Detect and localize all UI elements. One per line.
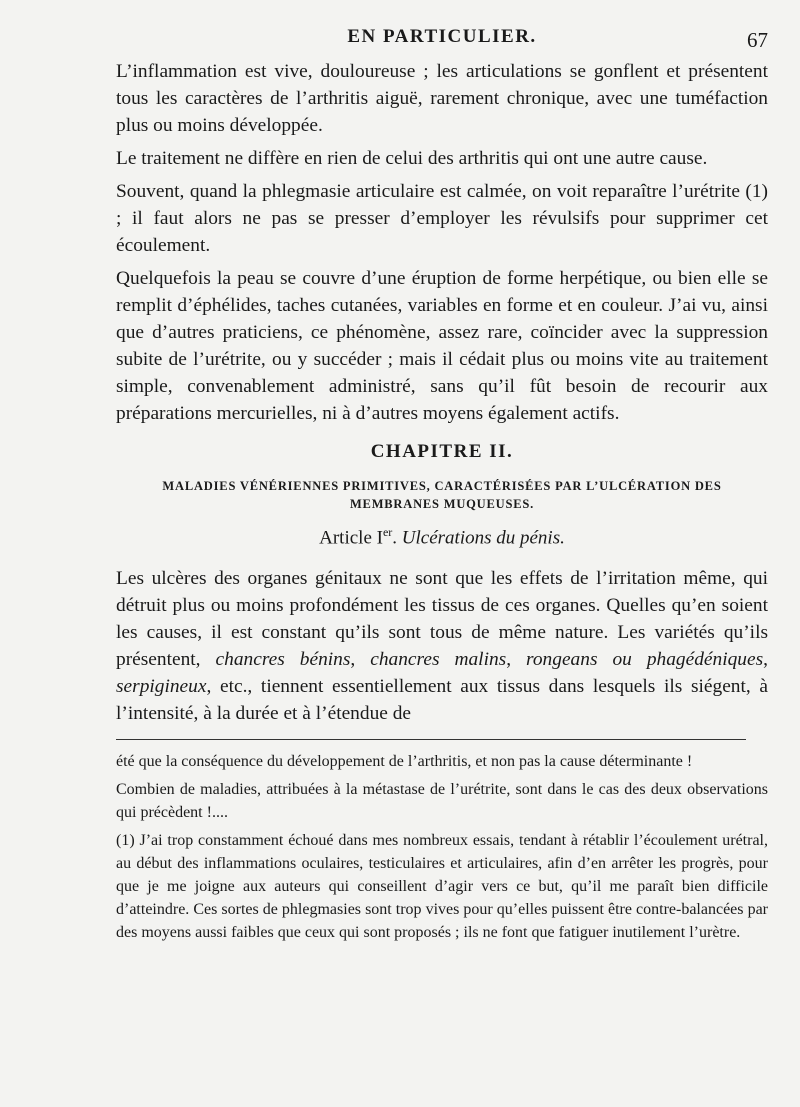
footnote: Combien de maladies, attribuées à la métastase de l’urétrite, sont dans le cas des deux observations qui précèdent !.... <box>116 781 768 822</box>
page-header <box>116 22 768 58</box>
separator: , <box>350 649 371 671</box>
paragraph: L’inflammation est vive, douloureuse ; les articulations se gonflent et présentent tous les caractères de l’arthritis aiguë, rarement chronique, avec une tuméfaction plus ou moins développée. <box>116 61 768 136</box>
footnote: (1) J’ai trop constamment échoué dans mes nombreux essais, tendant à rétablir l’écoulement urétral, au début des inflammations oculaires, testiculaires et articulaires, afin d’en arrêter les progrès, pour que je me joigne aux auteurs qui conseillent d’agir vers ce but, qu’il me paraît bien difficile d’atteindre. Ces sortes de phlegmasies sont trop vives pour qu’elles puissent être contre-balancées par des moyens aussi faibles que ceux qui sont proposés ; ils ne font que fatiguer inutilement l’urètre. <box>116 832 768 942</box>
body-text <box>116 58 768 727</box>
term-chancres-malins: chancres malins <box>370 649 507 671</box>
term-serpigineux: serpigineux <box>116 676 207 698</box>
article-heading <box>116 525 768 549</box>
book-page <box>116 22 768 944</box>
footnote-divider <box>116 739 746 740</box>
chapter-subtitle: MALADIES VÉNÉRIENNES PRIMITIVES, CARACTÉRISÉES PAR L’ULCÉRATION DES MEMBRANES MUQUEUSES. <box>162 479 722 511</box>
article-label: Article I <box>319 527 383 549</box>
article-label-dot: . <box>392 527 398 549</box>
footnotes <box>116 750 768 944</box>
chapter-title: CHAPITRE II. <box>370 441 514 462</box>
term-rongeans: rongeans ou phagédéniques <box>526 649 764 671</box>
main-paragraph-text: Les ulcères des organes génitaux ne sont que les effets de l’irritation même, qui détruit plus ou moins profondément les tissus de ces organes. Quelles qu’en soient les causes, il est constant qu’ils sont tous de même nature. Les variétés qu’ils présentent, <box>116 568 768 671</box>
footnote: été que la conséquence du développement de l’arthritis, et non pas la cause déterminante ! <box>116 753 693 771</box>
main-paragraph-text: , etc., tiennent essentiellement aux tissus dans lesquels ils siégent, à l’intensité, à la durée et à l’étendue de <box>116 676 768 725</box>
page-number: 67 <box>747 28 768 52</box>
term-chancres-benins: chancres bénins <box>215 649 351 671</box>
paragraph: Quelquefois la peau se couvre d’une éruption de forme herpétique, ou bien elle se remplit d’éphélides, taches cutanées, variables en forme et en couleur. J’ai vu, ainsi que d’autres praticiens, ce phénomène, assez rare, coïncider avec la suppression subite de l’urétrite, ou y succéder ; mais il cédait plus ou moins vite au traitement simple, convenablement administré, sans qu’il fût besoin de recourir aux préparations mercurielles, ni à d’autres moyens également actifs. <box>116 268 768 424</box>
paragraph: Souvent, quand la phlegmasie articulaire est calmée, on voit reparaître l’urétrite (1) ; il faut alors ne pas se presser d’employer les révulsifs pour supprimer cet écoulement. <box>116 181 768 256</box>
running-head: EN PARTICULIER. <box>347 26 537 47</box>
article-label-sup: er <box>382 525 393 539</box>
main-paragraph <box>116 565 768 727</box>
separator: , <box>763 649 768 671</box>
separator: , <box>506 649 527 671</box>
article-title: Ulcérations du pénis. <box>401 527 565 549</box>
paragraph: Le traitement ne diffère en rien de celui des arthritis qui ont une autre cause. <box>116 148 708 169</box>
